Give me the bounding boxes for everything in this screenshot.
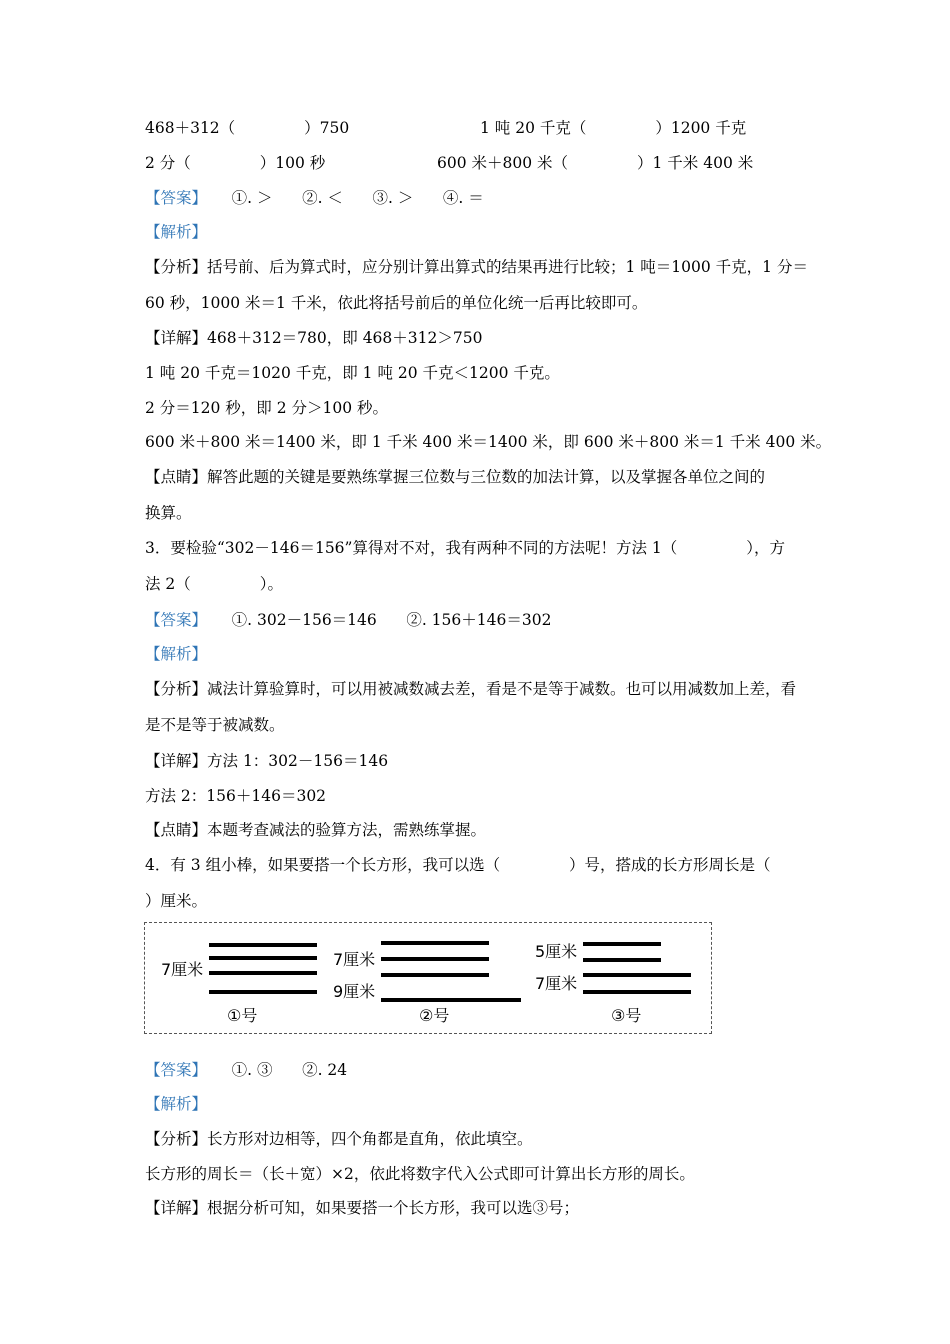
group1-stick — [209, 956, 317, 960]
q4-question-line-2: ）厘米。 — [145, 892, 208, 910]
q2-compare-2: 1 吨 20 千克（ ）1200 千克 — [480, 119, 747, 137]
group2-stick — [381, 973, 489, 977]
dianjing-text: 解答此题的关键是要熟练掌握三位数与三位数的加法计算，以及掌握各单位之间的 — [207, 468, 766, 486]
xiangjie-text: 方法 1：302－156＝146 — [207, 752, 389, 770]
fenxi-text: 括号前、后为算式时，应分别计算出算式的结果再进行比较；1 吨＝1000 千克，1 分＝ — [207, 258, 808, 276]
answer-tag: 【答案】 — [145, 1061, 208, 1079]
q2-analysis-tag: 【解析】 — [145, 223, 208, 241]
group2-label: ②号 — [419, 1006, 450, 1025]
q4-fenxi-line-1 — [145, 1129, 533, 1149]
q4-fenxi-line-2: 长方形的周长＝（长＋宽）×2，依此将数字代入公式即可计算出长方形的周长。 — [145, 1165, 695, 1183]
xiangjie-text: 468＋312＝780，即 468＋312＞750 — [207, 329, 483, 347]
group3-stick — [583, 973, 691, 977]
group3-stick — [583, 942, 661, 946]
answer-text: ①. ＞ ②. ＜ ③. ＞ ④. ＝ — [231, 189, 484, 207]
q3-dianjing-line — [145, 820, 486, 840]
q2-xiangjie-line-4: 600 米＋800 米＝1400 米，即 1 千米 400 米＝1400 米，即 600 米＋800 米＝1 千米 400 米。 — [145, 433, 832, 451]
q4-analysis-tag: 【解析】 — [145, 1095, 208, 1113]
q3-xiangjie-line-2: 方法 2：156＋146＝302 — [145, 787, 327, 805]
sticks-figure — [144, 922, 712, 1034]
group2-stick — [381, 998, 521, 1002]
q4-answer-line — [145, 1060, 347, 1080]
q3-answer-line — [145, 610, 551, 630]
fenxi-tag: 【分析】 — [145, 258, 208, 276]
q2-compare-4: 600 米＋800 米（ ）1 千米 400 米 — [437, 154, 754, 172]
xiangjie-tag: 【详解】 — [145, 752, 208, 770]
q3-analysis-tag: 【解析】 — [145, 645, 208, 663]
answer-tag: 【答案】 — [145, 189, 208, 207]
group1-label: ①号 — [227, 1006, 258, 1025]
group3-length-label-b: 7厘米 — [535, 974, 578, 993]
group2-length-label-b: 9厘米 — [333, 982, 376, 1001]
q3-fenxi-line-1 — [145, 679, 796, 699]
q3-question-line-1: 3．要检验“302－146＝156”算得对不对，我有两种不同的方法呢！方法 1（ ），方 — [145, 539, 785, 557]
group2-stick — [381, 941, 489, 945]
fenxi-text: 长方形对边相等，四个角都是直角，依此填空。 — [207, 1130, 533, 1148]
group1-stick — [209, 943, 317, 947]
group3-length-label-a: 5厘米 — [535, 942, 578, 961]
q2-fenxi-line-1 — [145, 257, 808, 277]
group1-stick — [209, 971, 317, 975]
group1-length-label: 7厘米 — [161, 960, 204, 979]
fenxi-tag: 【分析】 — [145, 680, 208, 698]
answer-text: ①. 302－156＝146 ②. 156＋146＝302 — [231, 611, 552, 629]
xiangjie-tag: 【详解】 — [145, 1199, 208, 1217]
group3-stick — [583, 990, 691, 994]
q3-fenxi-line-2: 是不是等于被减数。 — [145, 716, 285, 734]
dianjing-text: 本题考查减法的验算方法，需熟练掌握。 — [207, 821, 487, 839]
q2-xiangjie-line-2: 1 吨 20 千克＝1020 千克，即 1 吨 20 千克＜1200 千克。 — [145, 364, 560, 382]
q2-compare-1: 468＋312（ ）750 — [145, 119, 350, 137]
q2-xiangjie-line-3: 2 分＝120 秒，即 2 分＞100 秒。 — [145, 399, 389, 417]
group3-label: ③号 — [611, 1006, 642, 1025]
q2-answer-line — [145, 188, 484, 208]
group2-stick — [381, 957, 489, 961]
dianjing-tag: 【点睛】 — [145, 468, 208, 486]
xiangjie-text: 根据分析可知，如果要搭一个长方形，我可以选③号； — [207, 1199, 580, 1217]
q2-fenxi-line-2: 60 秒，1000 米＝1 千米，依此将括号前后的单位化统一后再比较即可。 — [145, 294, 648, 312]
q2-compare-3: 2 分（ ）100 秒 — [145, 154, 326, 172]
q2-xiangjie-line-1 — [145, 328, 482, 348]
answer-text: ①. ③ ②. 24 — [231, 1061, 348, 1079]
group1-stick — [209, 990, 317, 994]
q2-dianjing-line-1 — [145, 467, 765, 487]
q2-dianjing-line-2: 换算。 — [145, 504, 192, 522]
q4-question-line-1: 4．有 3 组小棒，如果要搭一个长方形，我可以选（ ）号，搭成的长方形周长是（ — [145, 856, 771, 874]
xiangjie-tag: 【详解】 — [145, 329, 208, 347]
group2-length-label-a: 7厘米 — [333, 950, 376, 969]
fenxi-text: 减法计算验算时，可以用被减数减去差，看是不是等于减数。也可以用减数加上差，看 — [207, 680, 797, 698]
q3-xiangjie-line-1 — [145, 751, 388, 771]
q4-xiangjie-line-1 — [145, 1198, 579, 1218]
fenxi-tag: 【分析】 — [145, 1130, 208, 1148]
q3-question-line-2: 法 2（ ）。 — [145, 575, 284, 593]
dianjing-tag: 【点睛】 — [145, 821, 208, 839]
answer-tag: 【答案】 — [145, 611, 208, 629]
group3-stick — [583, 958, 661, 962]
